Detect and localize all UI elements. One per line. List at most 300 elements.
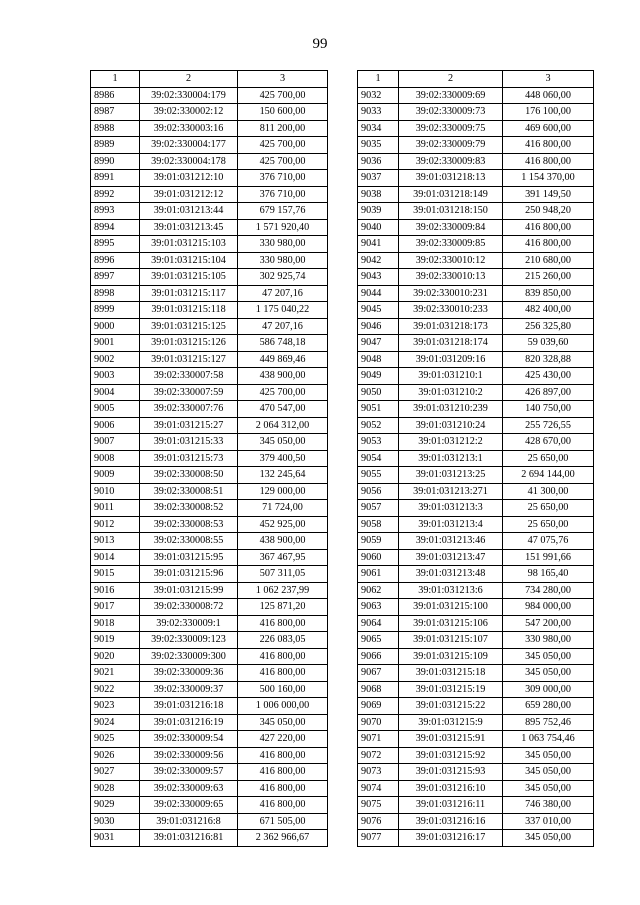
cell-cadastral-number: 39:01:031215:93 <box>399 764 503 781</box>
cell-number: 9066 <box>358 648 399 665</box>
cell-cadastral-number: 39:01:031215:73 <box>140 450 238 467</box>
cell-cadastral-number: 39:01:031216:18 <box>140 698 238 715</box>
cell-value: 345 050,00 <box>503 830 594 847</box>
cell-value: 586 748,18 <box>238 335 328 352</box>
cell-value: 425 700,00 <box>238 153 328 170</box>
cell-cadastral-number: 39:01:031213:25 <box>399 467 503 484</box>
table-row <box>91 351 328 368</box>
cell-number: 9015 <box>91 566 140 583</box>
cell-cadastral-number: 39:02:330009:85 <box>399 236 503 253</box>
table-row <box>358 203 594 220</box>
cell-cadastral-number: 39:02:330009:79 <box>399 137 503 154</box>
table-row <box>91 434 328 451</box>
cell-value: 2 064 312,00 <box>238 417 328 434</box>
cell-value: 47 075,76 <box>503 533 594 550</box>
cell-value: 416 800,00 <box>238 764 328 781</box>
cell-cadastral-number: 39:01:031210:1 <box>399 368 503 385</box>
cell-number: 8996 <box>91 252 140 269</box>
table-row <box>358 351 594 368</box>
cell-cadastral-number: 39:01:031216:11 <box>399 797 503 814</box>
cell-value: 47 207,16 <box>238 285 328 302</box>
table-row <box>91 450 328 467</box>
cell-value: 345 050,00 <box>503 780 594 797</box>
cell-cadastral-number: 39:01:031215:106 <box>399 615 503 632</box>
cell-value: 345 050,00 <box>503 747 594 764</box>
table-row <box>358 137 594 154</box>
cell-number: 9007 <box>91 434 140 451</box>
cell-value: 226 083,05 <box>238 632 328 649</box>
cell-cadastral-number: 39:01:031213:48 <box>399 566 503 583</box>
cell-number: 9038 <box>358 186 399 203</box>
cell-number: 9035 <box>358 137 399 154</box>
cell-value: 984 000,00 <box>503 599 594 616</box>
cell-cadastral-number: 39:02:330007:76 <box>140 401 238 418</box>
column-header-number: 1 <box>358 71 399 88</box>
cell-value: 151 991,66 <box>503 549 594 566</box>
cell-cadastral-number: 39:01:031215:18 <box>399 665 503 682</box>
cell-number: 8991 <box>91 170 140 187</box>
cell-number: 9021 <box>91 665 140 682</box>
table-row <box>358 269 594 286</box>
cell-cadastral-number: 39:01:031213:1 <box>399 450 503 467</box>
cell-number: 9030 <box>91 813 140 830</box>
cell-number: 9057 <box>358 500 399 517</box>
cell-value: 367 467,95 <box>238 549 328 566</box>
cell-number: 9019 <box>91 632 140 649</box>
cell-cadastral-number: 39:01:031215:92 <box>399 747 503 764</box>
table-row <box>91 764 328 781</box>
cell-number: 9058 <box>358 516 399 533</box>
cell-number: 8990 <box>91 153 140 170</box>
cell-number: 9067 <box>358 665 399 682</box>
cell-value: 41 300,00 <box>503 483 594 500</box>
cell-number: 8998 <box>91 285 140 302</box>
table-row <box>358 219 594 236</box>
cell-value: 425 700,00 <box>238 384 328 401</box>
cell-value: 452 925,00 <box>238 516 328 533</box>
table-row <box>91 252 328 269</box>
table-row <box>358 632 594 649</box>
cell-value: 330 980,00 <box>503 632 594 649</box>
cell-number: 9042 <box>358 252 399 269</box>
cell-value: 416 800,00 <box>238 648 328 665</box>
cell-number: 9010 <box>91 483 140 500</box>
table-row <box>358 764 594 781</box>
table-row <box>91 500 328 517</box>
cell-number: 9025 <box>91 731 140 748</box>
cell-cadastral-number: 39:01:031213:47 <box>399 549 503 566</box>
cell-cadastral-number: 39:01:031212:12 <box>140 186 238 203</box>
cell-cadastral-number: 39:01:031215:118 <box>140 302 238 319</box>
table-row <box>91 780 328 797</box>
table-row <box>358 434 594 451</box>
cell-number: 9012 <box>91 516 140 533</box>
cell-value: 2 362 966,67 <box>238 830 328 847</box>
cell-value: 425 700,00 <box>238 137 328 154</box>
cell-number: 9002 <box>91 351 140 368</box>
table-row <box>358 830 594 847</box>
table-row <box>91 698 328 715</box>
cell-value: 449 869,46 <box>238 351 328 368</box>
cell-cadastral-number: 39:02:330009:36 <box>140 665 238 682</box>
table-row <box>358 302 594 319</box>
cell-number: 9063 <box>358 599 399 616</box>
table-row <box>91 747 328 764</box>
cell-cadastral-number: 39:02:330010:12 <box>399 252 503 269</box>
cell-value: 98 165,40 <box>503 566 594 583</box>
table-row <box>358 285 594 302</box>
cell-cadastral-number: 39:01:031209:16 <box>399 351 503 368</box>
cell-number: 8997 <box>91 269 140 286</box>
table-row <box>91 615 328 632</box>
table-row <box>91 87 328 104</box>
cell-cadastral-number: 39:02:330009:1 <box>140 615 238 632</box>
cell-cadastral-number: 39:01:031213:271 <box>399 483 503 500</box>
cell-value: 416 800,00 <box>503 153 594 170</box>
table-row <box>358 582 594 599</box>
cell-cadastral-number: 39:01:031218:149 <box>399 186 503 203</box>
table-row <box>91 285 328 302</box>
cell-number: 9064 <box>358 615 399 632</box>
cell-value: 330 980,00 <box>238 236 328 253</box>
page-number: 99 <box>312 36 328 52</box>
cell-value: 416 800,00 <box>503 236 594 253</box>
cell-number: 9032 <box>358 87 399 104</box>
cell-value: 547 200,00 <box>503 615 594 632</box>
cell-number: 9070 <box>358 714 399 731</box>
cell-value: 811 200,00 <box>238 120 328 137</box>
cell-number: 9017 <box>91 599 140 616</box>
column-header-number: 1 <box>91 71 140 88</box>
cell-number: 8995 <box>91 236 140 253</box>
cell-number: 9020 <box>91 648 140 665</box>
cell-value: 309 000,00 <box>503 681 594 698</box>
cell-cadastral-number: 39:02:330007:58 <box>140 368 238 385</box>
table-row <box>358 714 594 731</box>
cell-number: 9059 <box>358 533 399 550</box>
cell-cadastral-number: 39:01:031210:24 <box>399 417 503 434</box>
cell-number: 9065 <box>358 632 399 649</box>
cell-number: 9001 <box>91 335 140 352</box>
table-row <box>358 87 594 104</box>
cell-number: 9068 <box>358 681 399 698</box>
cell-number: 9024 <box>91 714 140 731</box>
cell-value: 659 280,00 <box>503 698 594 715</box>
cell-cadastral-number: 39:01:031216:81 <box>140 830 238 847</box>
cell-number: 9071 <box>358 731 399 748</box>
cell-value: 425 700,00 <box>238 87 328 104</box>
table-row <box>91 318 328 335</box>
table-row <box>91 714 328 731</box>
table-row <box>91 813 328 830</box>
cell-cadastral-number: 39:02:330008:50 <box>140 467 238 484</box>
cell-cadastral-number: 39:01:031213:6 <box>399 582 503 599</box>
table-row <box>91 533 328 550</box>
table-row <box>91 830 328 847</box>
cell-cadastral-number: 39:01:031215:19 <box>399 681 503 698</box>
cell-cadastral-number: 39:01:031215:33 <box>140 434 238 451</box>
table-row <box>358 599 594 616</box>
cell-cadastral-number: 39:02:330009:57 <box>140 764 238 781</box>
cell-cadastral-number: 39:01:031215:27 <box>140 417 238 434</box>
cell-value: 345 050,00 <box>238 434 328 451</box>
table-row <box>91 186 328 203</box>
table-row <box>91 566 328 583</box>
cell-cadastral-number: 39:01:031215:117 <box>140 285 238 302</box>
table-row <box>91 384 328 401</box>
table-row <box>358 615 594 632</box>
cell-number: 9069 <box>358 698 399 715</box>
cell-value: 438 900,00 <box>238 533 328 550</box>
cell-value: 679 157,76 <box>238 203 328 220</box>
cell-cadastral-number: 39:02:330009:56 <box>140 747 238 764</box>
cell-value: 469 600,00 <box>503 120 594 137</box>
cell-number: 9005 <box>91 401 140 418</box>
cell-number: 9048 <box>358 351 399 368</box>
table-row <box>358 813 594 830</box>
cell-value: 71 724,00 <box>238 500 328 517</box>
table-row <box>358 747 594 764</box>
cell-value: 507 311,05 <box>238 566 328 583</box>
cell-value: 25 650,00 <box>503 450 594 467</box>
cell-cadastral-number: 39:01:031216:16 <box>399 813 503 830</box>
table-row <box>358 401 594 418</box>
cell-cadastral-number: 39:01:031216:8 <box>140 813 238 830</box>
cell-value: 337 010,00 <box>503 813 594 830</box>
cell-value: 895 752,46 <box>503 714 594 731</box>
cell-value: 376 710,00 <box>238 170 328 187</box>
cell-cadastral-number: 39:02:330008:53 <box>140 516 238 533</box>
cell-cadastral-number: 39:02:330009:37 <box>140 681 238 698</box>
cell-cadastral-number: 39:01:031213:4 <box>399 516 503 533</box>
cell-cadastral-number: 39:02:330009:300 <box>140 648 238 665</box>
cell-cadastral-number: 39:02:330008:72 <box>140 599 238 616</box>
cell-cadastral-number: 39:02:330007:59 <box>140 384 238 401</box>
cell-value: 345 050,00 <box>503 648 594 665</box>
cell-number: 9053 <box>358 434 399 451</box>
cell-number: 9060 <box>358 549 399 566</box>
cell-number: 9077 <box>358 830 399 847</box>
cell-value: 125 871,20 <box>238 599 328 616</box>
cell-number: 9043 <box>358 269 399 286</box>
cell-value: 25 650,00 <box>503 516 594 533</box>
cell-value: 416 800,00 <box>238 780 328 797</box>
cell-number: 9040 <box>358 219 399 236</box>
column-header-value: 3 <box>238 71 328 88</box>
cell-cadastral-number: 39:02:330010:13 <box>399 269 503 286</box>
table-row <box>358 780 594 797</box>
cell-number: 9018 <box>91 615 140 632</box>
table-row <box>358 170 594 187</box>
table-left <box>90 70 328 847</box>
table-row <box>91 170 328 187</box>
cell-number: 8987 <box>91 104 140 121</box>
table-row <box>91 648 328 665</box>
cell-number: 9061 <box>358 566 399 583</box>
cell-value: 59 039,60 <box>503 335 594 352</box>
cell-value: 1 571 920,40 <box>238 219 328 236</box>
cell-value: 330 980,00 <box>238 252 328 269</box>
cell-number: 9033 <box>358 104 399 121</box>
column-header-value: 3 <box>503 71 594 88</box>
cell-cadastral-number: 39:01:031213:45 <box>140 219 238 236</box>
cell-value: 734 280,00 <box>503 582 594 599</box>
table-row <box>91 219 328 236</box>
cell-value: 345 050,00 <box>238 714 328 731</box>
cell-value: 839 850,00 <box>503 285 594 302</box>
cell-value: 25 650,00 <box>503 500 594 517</box>
cell-cadastral-number: 39:02:330008:55 <box>140 533 238 550</box>
cell-cadastral-number: 39:01:031212:10 <box>140 170 238 187</box>
table-row <box>358 384 594 401</box>
cell-cadastral-number: 39:02:330009:54 <box>140 731 238 748</box>
cell-number: 9011 <box>91 500 140 517</box>
cell-number: 9052 <box>358 417 399 434</box>
cell-cadastral-number: 39:02:330004:178 <box>140 153 238 170</box>
cell-value: 376 710,00 <box>238 186 328 203</box>
cell-cadastral-number: 39:02:330003:16 <box>140 120 238 137</box>
table-row <box>91 120 328 137</box>
cell-cadastral-number: 39:01:031218:173 <box>399 318 503 335</box>
cell-cadastral-number: 39:01:031218:174 <box>399 335 503 352</box>
cell-number: 9073 <box>358 764 399 781</box>
cell-value: 425 430,00 <box>503 368 594 385</box>
cell-value: 500 160,00 <box>238 681 328 698</box>
cell-number: 9013 <box>91 533 140 550</box>
cell-cadastral-number: 39:01:031215:100 <box>399 599 503 616</box>
table-row <box>358 467 594 484</box>
table-row <box>91 203 328 220</box>
cell-number: 9047 <box>358 335 399 352</box>
cell-cadastral-number: 39:02:330008:51 <box>140 483 238 500</box>
table-row <box>91 335 328 352</box>
table-row <box>358 698 594 715</box>
table-row <box>91 467 328 484</box>
cell-value: 427 220,00 <box>238 731 328 748</box>
cell-number: 9009 <box>91 467 140 484</box>
cell-cadastral-number: 39:01:031215:126 <box>140 335 238 352</box>
table-row <box>358 417 594 434</box>
cell-cadastral-number: 39:02:330009:75 <box>399 120 503 137</box>
cell-value: 345 050,00 <box>503 665 594 682</box>
table-row <box>91 483 328 500</box>
cell-number: 9072 <box>358 747 399 764</box>
table-row <box>358 731 594 748</box>
table-row <box>358 104 594 121</box>
cell-value: 250 948,20 <box>503 203 594 220</box>
cell-number: 9027 <box>91 764 140 781</box>
cell-value: 1 006 000,00 <box>238 698 328 715</box>
column-header-cadastral: 2 <box>399 71 503 88</box>
table-row <box>358 483 594 500</box>
table-row <box>358 665 594 682</box>
cell-value: 129 000,00 <box>238 483 328 500</box>
table-header-row <box>358 71 594 88</box>
table-row <box>91 417 328 434</box>
table-row <box>358 252 594 269</box>
cell-value: 671 505,00 <box>238 813 328 830</box>
cell-cadastral-number: 39:02:330009:69 <box>399 87 503 104</box>
cell-number: 9054 <box>358 450 399 467</box>
cell-number: 9049 <box>358 368 399 385</box>
table-row <box>91 104 328 121</box>
table-row <box>358 120 594 137</box>
cell-number: 9000 <box>91 318 140 335</box>
cell-number: 9023 <box>91 698 140 715</box>
table-row <box>91 731 328 748</box>
table-row <box>91 632 328 649</box>
cell-value: 470 547,00 <box>238 401 328 418</box>
cell-cadastral-number: 39:01:031215:96 <box>140 566 238 583</box>
cell-value: 438 900,00 <box>238 368 328 385</box>
cell-value: 426 897,00 <box>503 384 594 401</box>
cell-value: 2 694 144,00 <box>503 467 594 484</box>
cell-cadastral-number: 39:01:031216:10 <box>399 780 503 797</box>
cell-value: 255 726,55 <box>503 417 594 434</box>
cell-value: 302 925,74 <box>238 269 328 286</box>
cell-value: 345 050,00 <box>503 764 594 781</box>
cell-cadastral-number: 39:01:031210:239 <box>399 401 503 418</box>
cell-number: 9050 <box>358 384 399 401</box>
cell-cadastral-number: 39:01:031215:91 <box>399 731 503 748</box>
cell-cadastral-number: 39:02:330004:179 <box>140 87 238 104</box>
table-right <box>357 70 594 847</box>
cell-number: 9036 <box>358 153 399 170</box>
table-row <box>358 318 594 335</box>
cell-cadastral-number: 39:01:031215:22 <box>399 698 503 715</box>
cell-number: 9031 <box>91 830 140 847</box>
column-header-cadastral: 2 <box>140 71 238 88</box>
cell-cadastral-number: 39:01:031218:13 <box>399 170 503 187</box>
cell-value: 215 260,00 <box>503 269 594 286</box>
table-row <box>358 500 594 517</box>
cell-value: 746 380,00 <box>503 797 594 814</box>
cell-number: 9014 <box>91 549 140 566</box>
cell-number: 9056 <box>358 483 399 500</box>
table-row <box>358 797 594 814</box>
table-row <box>91 681 328 698</box>
cell-number: 9044 <box>358 285 399 302</box>
cell-cadastral-number: 39:02:330002:12 <box>140 104 238 121</box>
table-row <box>91 797 328 814</box>
cell-cadastral-number: 39:02:330004:177 <box>140 137 238 154</box>
cell-number: 8993 <box>91 203 140 220</box>
cell-number: 9026 <box>91 747 140 764</box>
cell-cadastral-number: 39:01:031215:127 <box>140 351 238 368</box>
cell-number: 8999 <box>91 302 140 319</box>
cell-number: 8994 <box>91 219 140 236</box>
cell-cadastral-number: 39:01:031213:3 <box>399 500 503 517</box>
cell-cadastral-number: 39:01:031213:44 <box>140 203 238 220</box>
table-row <box>358 549 594 566</box>
cell-cadastral-number: 39:02:330008:52 <box>140 500 238 517</box>
table-row <box>91 516 328 533</box>
cell-value: 428 670,00 <box>503 434 594 451</box>
cell-cadastral-number: 39:01:031215:95 <box>140 549 238 566</box>
table-row <box>91 599 328 616</box>
cell-cadastral-number: 39:02:330009:123 <box>140 632 238 649</box>
cell-number: 9008 <box>91 450 140 467</box>
table-row <box>91 582 328 599</box>
table-row <box>358 186 594 203</box>
cell-cadastral-number: 39:01:031212:2 <box>399 434 503 451</box>
cell-cadastral-number: 39:01:031218:150 <box>399 203 503 220</box>
table-row <box>358 516 594 533</box>
cell-number: 9041 <box>358 236 399 253</box>
cell-cadastral-number: 39:01:031215:104 <box>140 252 238 269</box>
cell-number: 9062 <box>358 582 399 599</box>
cell-cadastral-number: 39:01:031215:107 <box>399 632 503 649</box>
